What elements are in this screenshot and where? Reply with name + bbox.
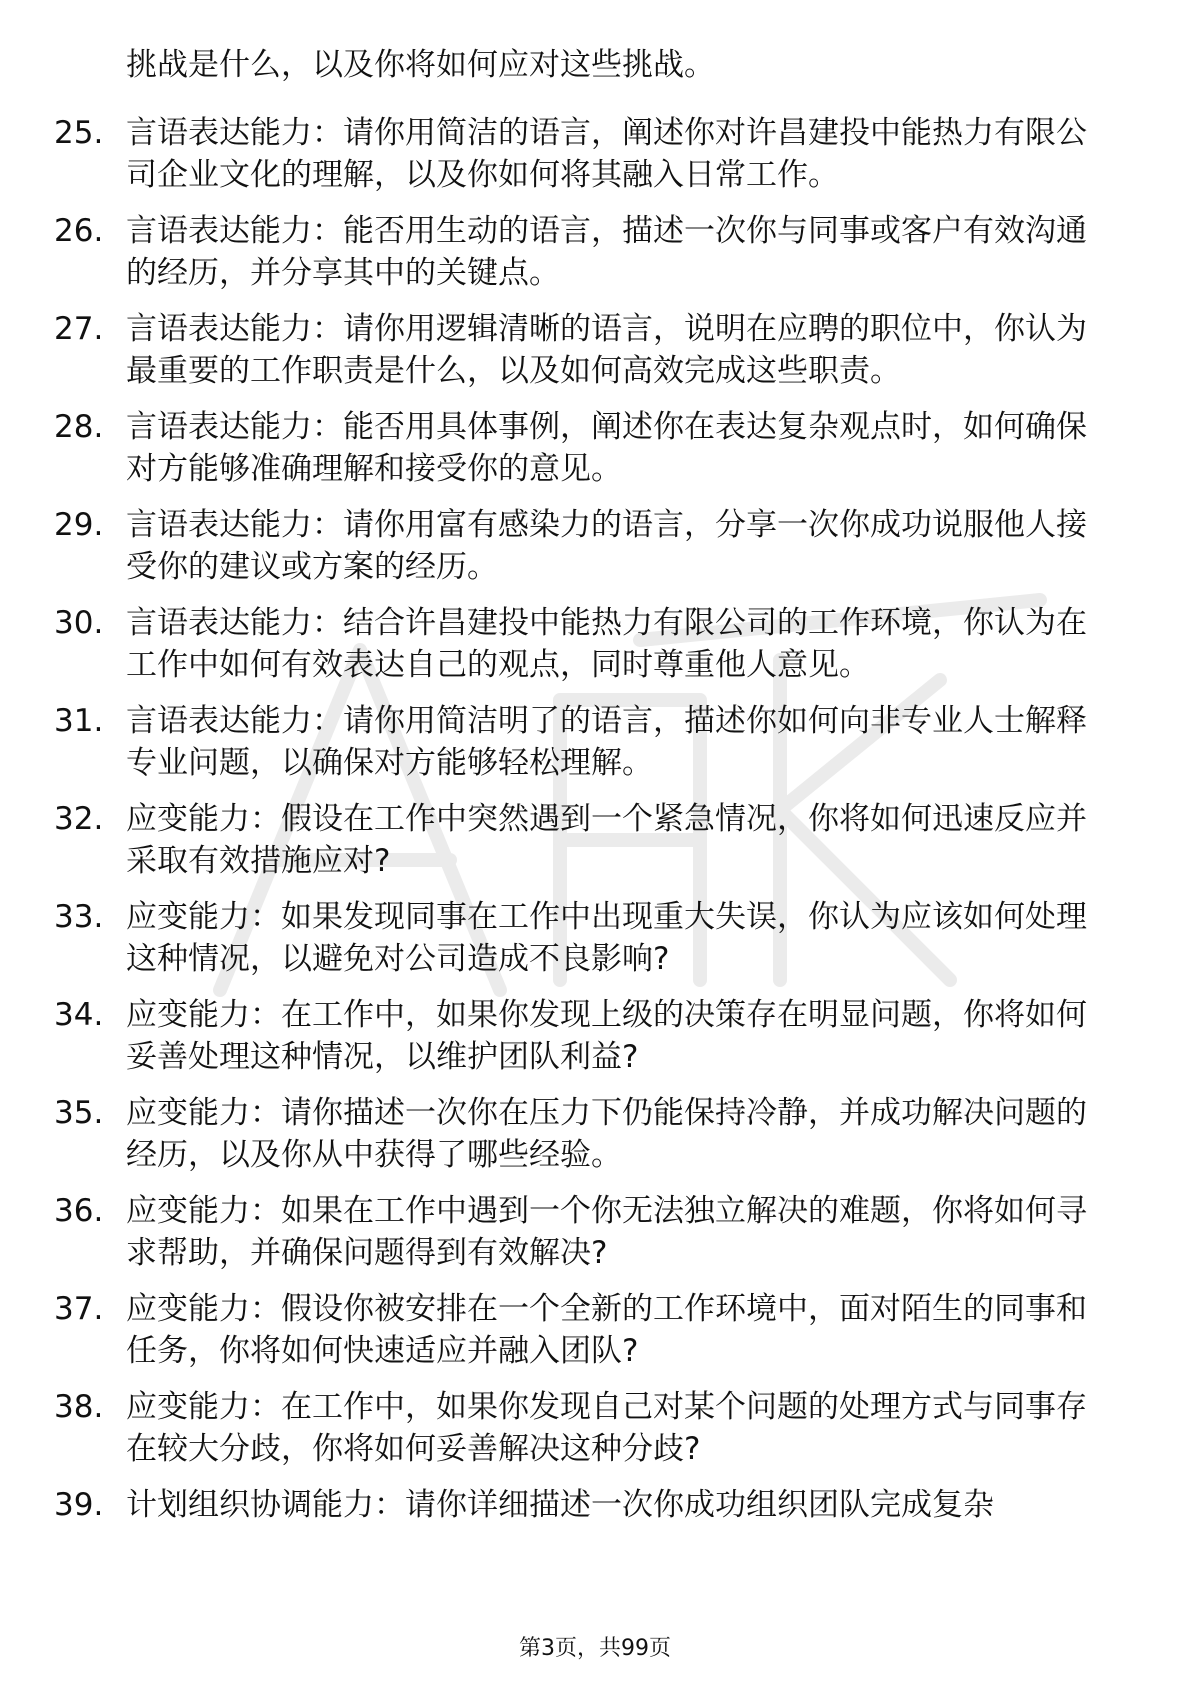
question-number: 26.: [54, 213, 104, 249]
list-item: [54, 1190, 1114, 1274]
question-number: 37.: [54, 1291, 104, 1327]
list-item: [54, 504, 1114, 588]
question-text: 言语表达能力：请你用简洁的语言，阐述你对许昌建投中能热力有限公司企业文化的理解，以及你如何将其融入日常工作。: [126, 115, 1087, 193]
question-text: 言语表达能力：请你用简洁明了的语言，描述你如何向非专业人士解释专业问题，以确保对方能够轻松理解。: [126, 703, 1087, 781]
list-item: [54, 896, 1114, 980]
list-item: [54, 602, 1114, 686]
list-item: [54, 406, 1114, 490]
question-text: 应变能力：假设你被安排在一个全新的工作环境中，面对陌生的同事和任务，你将如何快速适应并融入团队?: [126, 1291, 1087, 1369]
page-footer: 第3页，共99页: [519, 1636, 671, 1661]
list-item: [54, 112, 1114, 196]
list-item: [54, 1484, 1114, 1526]
question-list: [54, 112, 1114, 1540]
question-number: 35.: [54, 1095, 104, 1131]
list-item: [54, 1288, 1114, 1372]
list-item: [54, 1092, 1114, 1176]
question-text: 言语表达能力：能否用具体事例，阐述你在表达复杂观点时，如何确保对方能够准确理解和接受你的意见。: [126, 409, 1087, 487]
question-text: 应变能力：如果发现同事在工作中出现重大失误，你认为应该如何处理这种情况，以避免对公司造成不良影响?: [126, 899, 1087, 977]
question-number: 34.: [54, 997, 104, 1033]
question-text: 计划组织协调能力：请你详细描述一次你成功组织团队完成复杂: [126, 1487, 994, 1523]
question-number: 25.: [54, 115, 104, 151]
question-number: 36.: [54, 1193, 104, 1229]
question-number: 32.: [54, 801, 104, 837]
question-text: 应变能力：在工作中，如果你发现自己对某个问题的处理方式与同事存在较大分歧，你将如何妥善解决这种分歧?: [126, 1389, 1087, 1467]
question-text: 应变能力：请你描述一次你在压力下仍能保持冷静，并成功解决问题的经历，以及你从中获得了哪些经验。: [126, 1095, 1087, 1173]
list-item: [54, 308, 1114, 392]
question-number: 33.: [54, 899, 104, 935]
question-text: 应变能力：在工作中，如果你发现上级的决策存在明显问题，你将如何妥善处理这种情况，以维护团队利益?: [126, 997, 1087, 1075]
question-number: 39.: [54, 1487, 104, 1523]
list-item: [54, 994, 1114, 1078]
list-item: [54, 798, 1114, 882]
question-number: 28.: [54, 409, 104, 445]
question-number: 31.: [54, 703, 104, 739]
question-number: 29.: [54, 507, 104, 543]
list-item: [54, 1386, 1114, 1470]
list-item: [54, 700, 1114, 784]
question-text: 应变能力：如果在工作中遇到一个你无法独立解决的难题，你将如何寻求帮助，并确保问题得到有效解决?: [126, 1193, 1087, 1271]
question-text: 言语表达能力：请你用逻辑清晰的语言，说明在应聘的职位中，你认为最重要的工作职责是什么，以及如何高效完成这些职责。: [126, 311, 1087, 389]
question-text: 言语表达能力：结合许昌建投中能热力有限公司的工作环境，你认为在工作中如何有效表达自己的观点，同时尊重他人意见。: [126, 605, 1087, 683]
question-number: 27.: [54, 311, 104, 347]
list-item: [54, 210, 1114, 294]
question-number: 38.: [54, 1389, 104, 1425]
question-text: 言语表达能力：请你用富有感染力的语言，分享一次你成功说服他人接受你的建议或方案的经历。: [126, 507, 1087, 585]
continuation-text: 挑战是什么，以及你将如何应对这些挑战。: [126, 47, 715, 83]
question-text: 应变能力：假设在工作中突然遇到一个紧急情况，你将如何迅速反应并采取有效措施应对?: [126, 801, 1087, 879]
question-text: 言语表达能力：能否用生动的语言，描述一次你与同事或客户有效沟通的经历，并分享其中的关键点。: [126, 213, 1087, 291]
question-number: 30.: [54, 605, 104, 641]
